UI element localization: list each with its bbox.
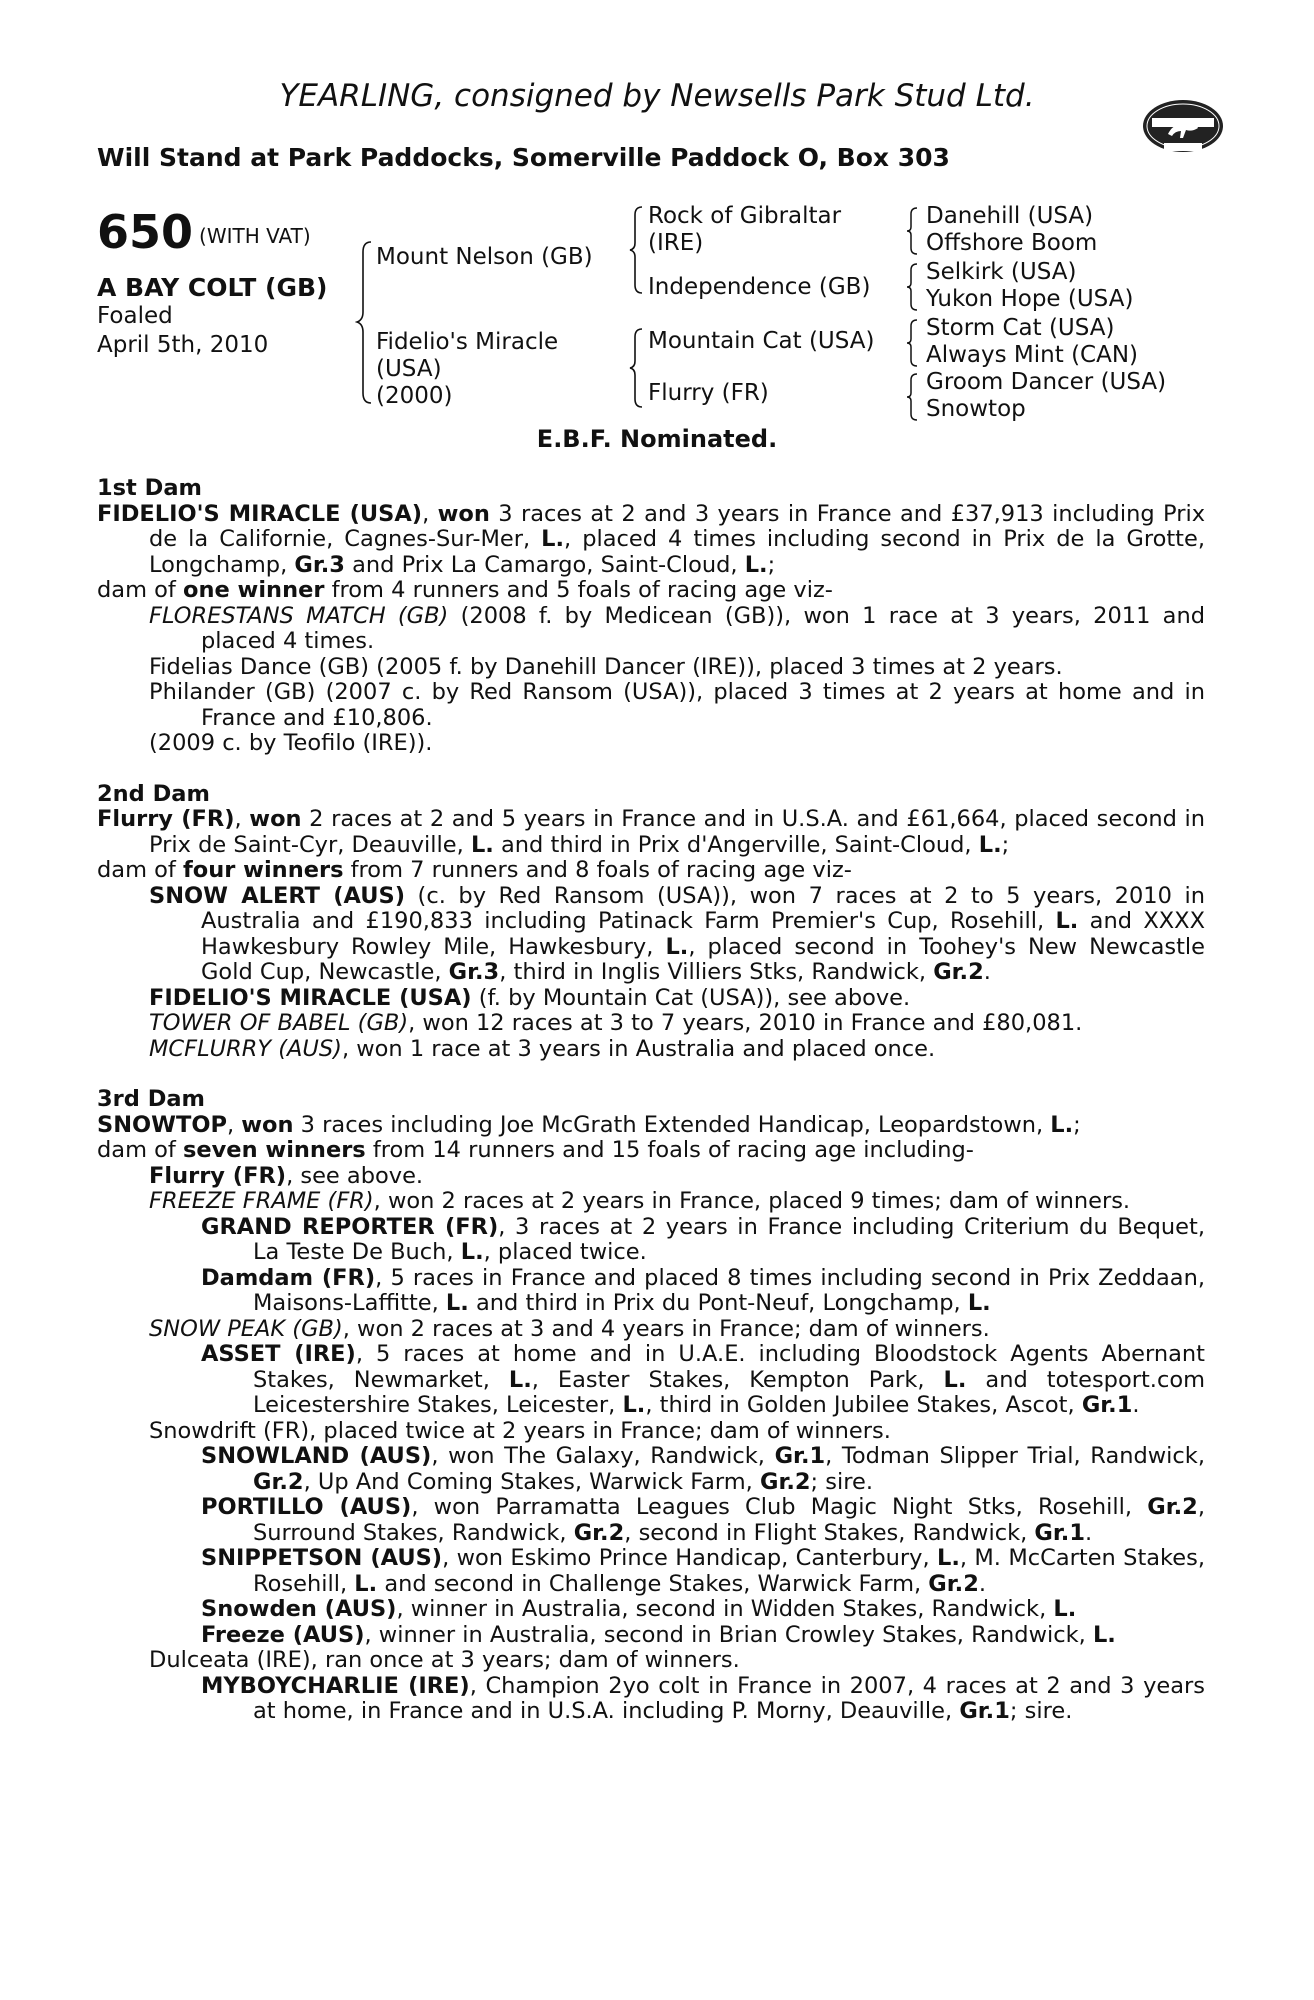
first-dam-heading: 1st Dam [97,475,202,501]
pedigree-dam: Fidelio's Miracle (USA) (2000) [376,329,559,409]
third-dam-heading: 3rd Dam [97,1086,205,1112]
produce-item: (2009 c. by Teofilo (IRE)). [149,730,433,756]
foaled-info: Foaled April 5th, 2010 [97,303,269,358]
pedigree-dam-dam: Flurry (FR) [648,380,769,406]
produce-item: FIDELIO'S MIRACLE (USA) (f. by Mountain Cat (USA)), see above. [149,984,911,1011]
grand-produce-item: PORTILLO (AUS), won Parramatta Leagues Club Magic Night Stks, Rosehill, Gr.2, Surround Stakes, Randwick, Gr.2, second in Flight Stakes, Randwick, Gr.1. [201,1494,1205,1546]
pedigree-brace-main [355,240,375,405]
pedigree-brace-dam [628,327,646,409]
produce-item: Philander (GB) (2007 c. by Red Ransom (USA)), placed 3 times at 2 years at home and in France and £10,806. [149,679,1205,731]
pedigree-sire-dam: Independence (GB) [648,274,871,300]
vat-label: (WITH VAT) [199,223,311,248]
pedigree-sire-sire: Rock of Gibraltar (IRE) [648,203,842,256]
grand-produce-item: GRAND REPORTER (FR), 3 races at 2 years in France including Criterium du Bequet, La Teste De Buch, L., placed twice. [201,1213,1205,1265]
pedigree-brace-g3 [905,318,921,368]
pedigree-brace-g4 [905,372,921,422]
pedigree-dam-sire: Mountain Cat (USA) [648,328,875,354]
produce-item: FREEZE FRAME (FR), won 2 races at 2 years in France, placed 9 times; dam of winners. [149,1188,1131,1214]
third-dam-produce-summary: dam of seven winners from 14 runners and 15 foals of racing age including- [97,1137,974,1163]
grand-produce-item: MYBOYCHARLIE (IRE), Champion 2yo colt in France in 2007, 4 races at 2 and 3 years at home, in France and in U.S.A. including P. Morny, Deauville, Gr.1; sire. [201,1672,1205,1724]
produce-item: MCFLURRY (AUS), won 1 race at 3 years in Australia and placed once. [149,1035,936,1062]
first-dam-record: FIDELIO'S MIRACLE (USA), won 3 races at 2 and 3 years in France and £37,913 including Prix de la Californie, Cagnes-Sur-Mer, L., placed 4 times including second in Prix de la Grotte, Longchamp, Gr.3 and Prix La Camargo, Saint-Cloud, L.; [97,500,1206,578]
pedigree-sire: Mount Nelson (GB) [376,244,593,270]
produce-item: Flurry (FR), see above. [149,1162,424,1189]
third-dam-record: SNOWTOP, won 3 races including Joe McGrath Extended Handicap, Leopardstown, L.; [97,1111,1081,1138]
produce-item: Fidelias Dance (GB) (2005 f. by Danehill Dancer (IRE)), placed 3 times at 2 years. [149,653,1063,680]
produce-item: FLORESTANS MATCH (GB) (2008 f. by Medicean (GB)), won 1 race at 3 years, 2011 and placed 4 times. [149,602,1205,654]
pedigree-ggs-2: Selkirk (USA) Yukon Hope (USA) [926,259,1134,312]
second-dam-heading: 2nd Dam [97,780,210,807]
grand-produce-item: SNIPPETSON (AUS), won Eskimo Prince Handicap, Canterbury, L., M. McCarten Stakes, Rosehill, L. and second in Challenge Stakes, Warwick Farm, Gr.2. [201,1545,1205,1597]
grand-produce-item: Freeze (AUS), winner in Australia, second in Brian Crowley Stakes, Randwick, L. [201,1621,1116,1648]
yearling-bonus-logo [1140,96,1226,156]
produce-item: Snowdrift (FR), placed twice at 2 years in France; dam of winners. [149,1417,891,1444]
lot-number: 650 (WITH VAT) [97,205,311,259]
lot-description: A BAY COLT (GB) [97,273,328,302]
pedigree-ggs-3: Storm Cat (USA) Always Mint (CAN) [926,315,1139,368]
grand-produce-item: Damdam (FR), 5 races in France and placed 8 times including second in Prix Zeddaan, Maisons-Laffitte, L. and third in Prix du Pont-Neuf, Longchamp, L. [201,1264,1205,1316]
grand-produce-item: SNOWLAND (AUS), won The Galaxy, Randwick, Gr.1, Todman Slipper Trial, Randwick, Gr.2, Up And Coming Stakes, Warwick Farm, Gr.2; sire. [201,1443,1205,1495]
pedigree-brace-g2 [905,262,921,312]
grand-produce-item: Snowden (AUS), winner in Australia, second in Widden Stakes, Randwick, L. [201,1596,1077,1622]
second-dam-produce-summary: dam of four winners from 7 runners and 8 foals of racing age viz- [97,857,852,883]
pedigree-ggs-1: Danehill (USA) Offshore Boom [926,203,1098,256]
first-dam-produce-summary: dam of one winner from 4 runners and 5 foals of racing age viz- [97,577,833,603]
stand-location: Will Stand at Park Paddocks, Somerville Paddock O, Box 303 [97,143,950,172]
produce-item: Dulceata (IRE), ran once at 3 years; dam of winners. [149,1647,740,1673]
pedigree-brace-g1 [905,206,921,256]
catalogue-body [97,476,1205,1725]
produce-item: TOWER OF BABEL (GB), won 12 races at 3 to 7 years, 2010 in France and £80,081. [149,1010,1083,1036]
pedigree-ggs-4: Groom Dancer (USA) Snowtop [926,369,1167,422]
second-dam-record: Flurry (FR), won 2 races at 2 and 5 years in France and in U.S.A. and £61,664, placed second in Prix de Saint-Cyr, Deauville, L. and third in Prix d'Angerville, Saint-Cloud, L.; [97,806,1206,858]
grand-produce-item: ASSET (IRE), 5 races at home and in U.A.E. including Bloodstock Agents Abernant Stakes, Newmarket, L., Easter Stakes, Kempton Park, L. and totesport.com Leicestershire Stakes, Leicester, L., third in Golden Jubilee Stakes, Ascot, Gr.1. [201,1341,1206,1418]
produce-item: SNOW ALERT (AUS) (c. by Red Ransom (USA)), won 7 races at 2 to 5 years, 2010 in Australia and £190,833 including Patinack Farm Premier's Cup, Rosehill, L. and XXXX Hawkesbury Rowley Mile, Hawkesbury, L., placed second in Toohey's New Newcastle Gold Cup, Newcastle, Gr.3, third in Inglis Villiers Stks, Randwick, Gr.2. [149,882,1205,985]
produce-item: SNOW PEAK (GB), won 2 races at 3 and 4 years in France; dam of winners. [149,1315,990,1342]
ebf-nominated: E.B.F. Nominated. [536,425,778,453]
consignor-line: YEARLING, consigned by Newsells Park Stud Ltd. [279,78,1035,114]
pedigree-brace-sire [628,205,646,295]
